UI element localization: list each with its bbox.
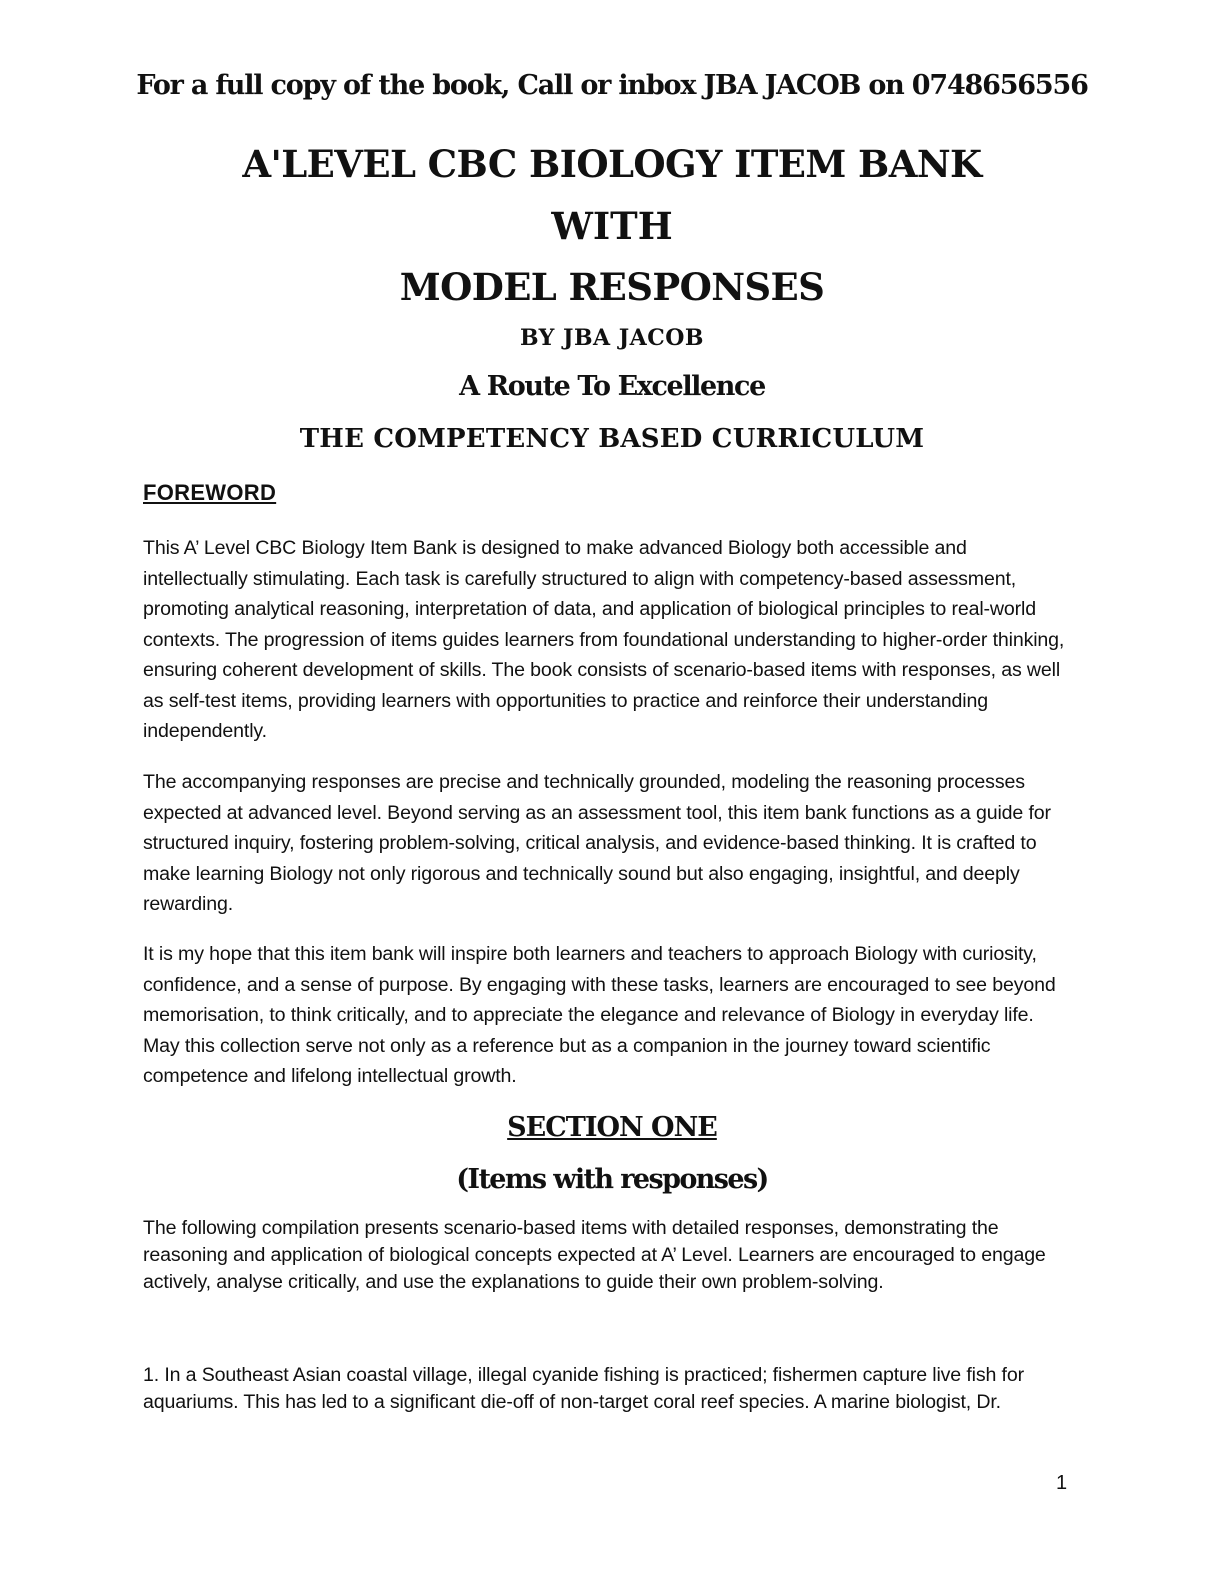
foreword-paragraph-1: This A’ Level CBC Biology Item Bank is designed to make advanced Biology both accessible and intellectually stimulating. Each task is carefully structured to align with competency-based assessment, promoting analytical reasoning, interpretation of data, and application of biological principles to real-world contexts. The progression of items guides learners from foundational understanding to higher-order thinking, ensuring coherent development of skills. The book consists of scenario-based items with responses, as well as self-test items, providing learners with opportunities to practice and reinforce their understanding independently.	[143, 537, 1065, 742]
book-title-line-1: A'LEVEL CBC BIOLOGY ITEM BANK	[242, 142, 982, 186]
author-line: BY JBA JACOB	[519, 325, 705, 351]
promo-banner: For a full copy of the book, Call or inbox JBA JACOB on 0748656556	[136, 70, 1088, 101]
curriculum-heading: THE COMPETENCY BASED CURRICULUM	[299, 424, 925, 454]
tagline: A Route To Excellence	[459, 371, 765, 402]
foreword-heading: FOREWORD	[143, 480, 277, 505]
section-intro-paragraph: The following compilation presents scenario-based items with detailed responses, demonstrating the reasoning and application of biological concepts expected at A’ Level. Learners are encouraged to engage actively, analyse critically, and use the explanations to guide their own problem-solving.	[143, 1217, 1046, 1293]
section-subheading: (Items with responses)	[456, 1164, 768, 1195]
item-1-text: 1. In a Southeast Asian coastal village, illegal cyanide fishing is practiced; fishermen capture live fish for aquariums. This has led to a significant die-off of non-target coral reef species. A marine biologist, Dr.	[143, 1364, 1024, 1413]
foreword-paragraph-2: The accompanying responses are precise and technically grounded, modeling the reasoning processes expected at advanced level. Beyond serving as an assessment tool, this item bank functions as a guide for structured inquiry, fostering problem-solving, critical analysis, and evidence-based thinking. It is crafted to make learning Biology not only rigorous and technically sound but also engaging, insightful, and deeply rewarding.	[143, 771, 1051, 915]
page-number: 1	[1056, 1472, 1068, 1494]
section-heading: SECTION ONE	[507, 1112, 717, 1143]
foreword-paragraph-3: It is my hope that this item bank will inspire both learners and teachers to approach Biology with curiosity, confidence, and a sense of purpose. By engaging with these tasks, learners are encouraged to see beyond memorisation, to think critically, and to appreciate the elegance and relevance of Biology in everyday life. May this collection serve not only as a reference but as a companion in the journey toward scientific competence and lifelong intellectual growth.	[143, 943, 1056, 1087]
book-title-line-3: MODEL RESPONSES	[399, 265, 825, 309]
book-title-line-2: WITH	[551, 204, 673, 248]
